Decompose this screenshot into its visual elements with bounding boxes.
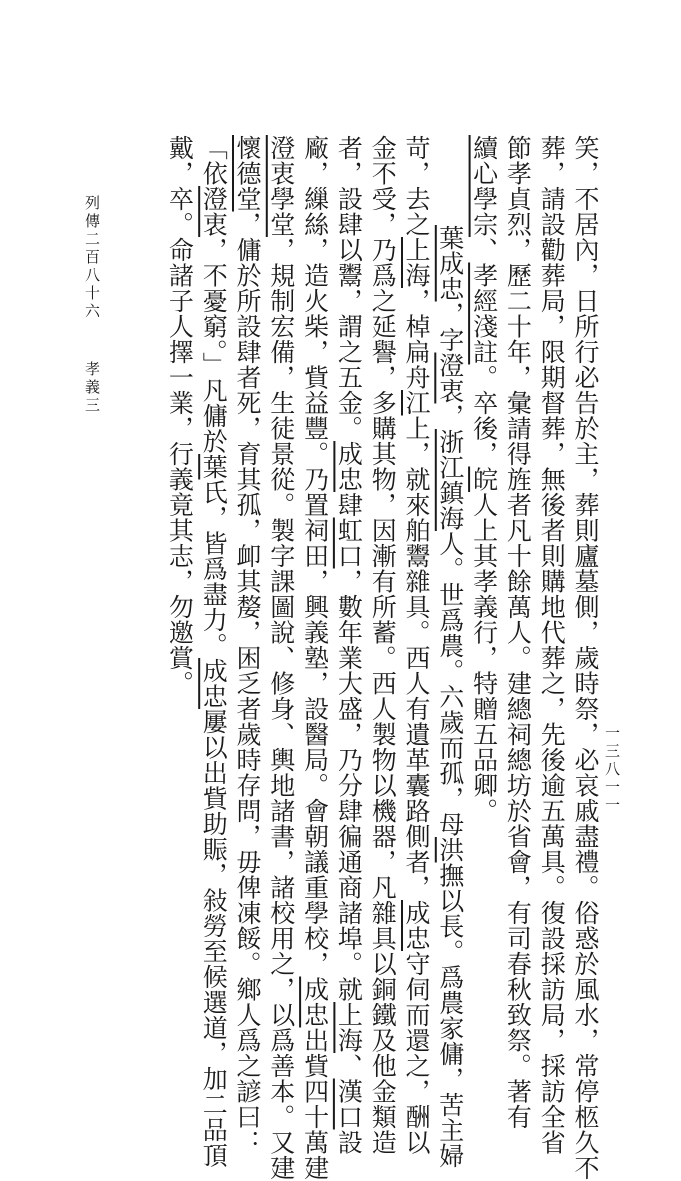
text-column bbox=[570, 135, 600, 1181]
text-run: ，數年業大盛，乃分肆徧通商諸埠。就 bbox=[334, 568, 364, 1002]
text-run: 肆 bbox=[334, 492, 364, 518]
text-column bbox=[164, 135, 194, 696]
text-run: ，規制宏備，生徒景從。製字課圖說、修身、輿地諸書，諸校用之，以爲善本。又建 bbox=[266, 237, 296, 1181]
text-column bbox=[435, 225, 465, 1169]
proper-noun: 孝經淺註 bbox=[469, 262, 499, 365]
text-column bbox=[469, 135, 499, 824]
text-column bbox=[401, 135, 431, 1155]
text-run: ，傭於所設肆者死，育其孤，卹其嫠，困乏者歲時存問，毋俾凍餒。鄉人爲之諺曰： bbox=[233, 211, 262, 1155]
text-column bbox=[502, 135, 532, 1130]
text-run: 人。世爲農。六歲而孤，母 bbox=[435, 531, 465, 837]
proper-noun: 澄衷 bbox=[199, 186, 229, 237]
text-run: 者，設肆以鬻，謂之五金。 bbox=[334, 135, 364, 441]
text-run: 氏，皆爲盡力。 bbox=[199, 479, 229, 658]
proper-noun: 皖 bbox=[469, 466, 499, 492]
text-run: 節孝貞烈，歷二十年，彙請得旌者凡十餘萬人。建總祠總坊於省會，有司春秋致祭。著有 bbox=[503, 135, 533, 1130]
text-run: 設 bbox=[334, 1129, 364, 1155]
text-run: ， bbox=[435, 403, 465, 429]
running-header bbox=[82, 195, 103, 415]
text-column bbox=[232, 135, 262, 1155]
text-run: 廠，繅絲，造火柴，貲益豐。乃置祠田，興義塾，設醫局。會朝議重學校， bbox=[300, 135, 330, 977]
proper-noun: 漢口 bbox=[334, 1078, 364, 1130]
proper-noun: 上海 bbox=[334, 1002, 364, 1053]
text-run: 上，就來舶鬻雜具。西人有遺革囊路側者， bbox=[402, 415, 431, 900]
proper-noun: 懷德堂 bbox=[233, 135, 262, 212]
text-run: 、 bbox=[334, 1053, 364, 1079]
proper-noun: 成忠 bbox=[334, 441, 364, 492]
proper-noun: 江 bbox=[402, 390, 431, 416]
text-run: ，不憂窮。」凡傭於 bbox=[199, 237, 229, 454]
text-run: 葬，請設勸葬局，限期督葬，無後者則購地代葬之，先後逾五萬具。復設採訪局，採訪全省 bbox=[537, 135, 567, 1155]
text-run: 金不受，乃爲之延譽，多購其物，因漸有所蓄。西人製物以機器，凡雜具以銅鐵及他金類造 bbox=[368, 135, 398, 1155]
text-run: 、 bbox=[469, 237, 499, 263]
proper-noun: 葉 bbox=[199, 454, 229, 480]
text-run: ，字 bbox=[435, 301, 465, 353]
text-run: ，棹扁舟 bbox=[402, 288, 431, 390]
proper-noun: 上海 bbox=[402, 237, 431, 288]
proper-noun: 澄衷學堂 bbox=[266, 135, 296, 237]
proper-noun: 成忠 bbox=[199, 658, 229, 709]
proper-noun: 成忠 bbox=[402, 900, 431, 951]
text-run: 屢以出貲助賑，敍勞至候選道，加二品頂 bbox=[199, 709, 229, 1168]
text-run: 苛，去之 bbox=[402, 135, 431, 237]
proper-noun: 虹口 bbox=[334, 517, 364, 569]
section-title: 列傳二百八十六 bbox=[83, 195, 101, 321]
proper-noun: 成忠 bbox=[300, 976, 330, 1028]
proper-noun: 澄衷 bbox=[435, 352, 465, 404]
text-column bbox=[198, 135, 228, 1168]
text-run: 「依 bbox=[199, 135, 229, 186]
chapter-title: 孝義三 bbox=[83, 361, 101, 415]
text-column bbox=[300, 135, 330, 1181]
page-number: 一三八一一 bbox=[603, 725, 621, 815]
text-column bbox=[536, 135, 566, 1155]
proper-noun: 續心學宗 bbox=[469, 135, 499, 237]
text-run: 撫以長。爲農家傭，苦主婦 bbox=[435, 862, 465, 1169]
text-column bbox=[333, 135, 363, 1155]
proper-noun: 浙江鎮海 bbox=[435, 429, 465, 531]
text-run: 。卒後， bbox=[469, 364, 499, 467]
text-run: 守伺而還之，酬以 bbox=[402, 951, 431, 1155]
proper-noun: 洪 bbox=[435, 837, 465, 863]
text-column bbox=[367, 135, 397, 1155]
text-run: 人上其孝義行，特贈五品卿。 bbox=[469, 492, 499, 824]
text-run: 笑，不居內，日所行必告於主，葬則廬墓側，歲時祭，必哀戚盡禮。俗惑於風水，常停柩久不 bbox=[571, 135, 600, 1181]
text-column bbox=[266, 135, 296, 1181]
text-run: 出貲四十萬建 bbox=[300, 1027, 330, 1181]
text-run: 戴，卒。命諸子人擇一業，行義竟其志，勿邀賞。 bbox=[165, 135, 195, 696]
proper-noun: 葉成忠 bbox=[435, 225, 465, 302]
